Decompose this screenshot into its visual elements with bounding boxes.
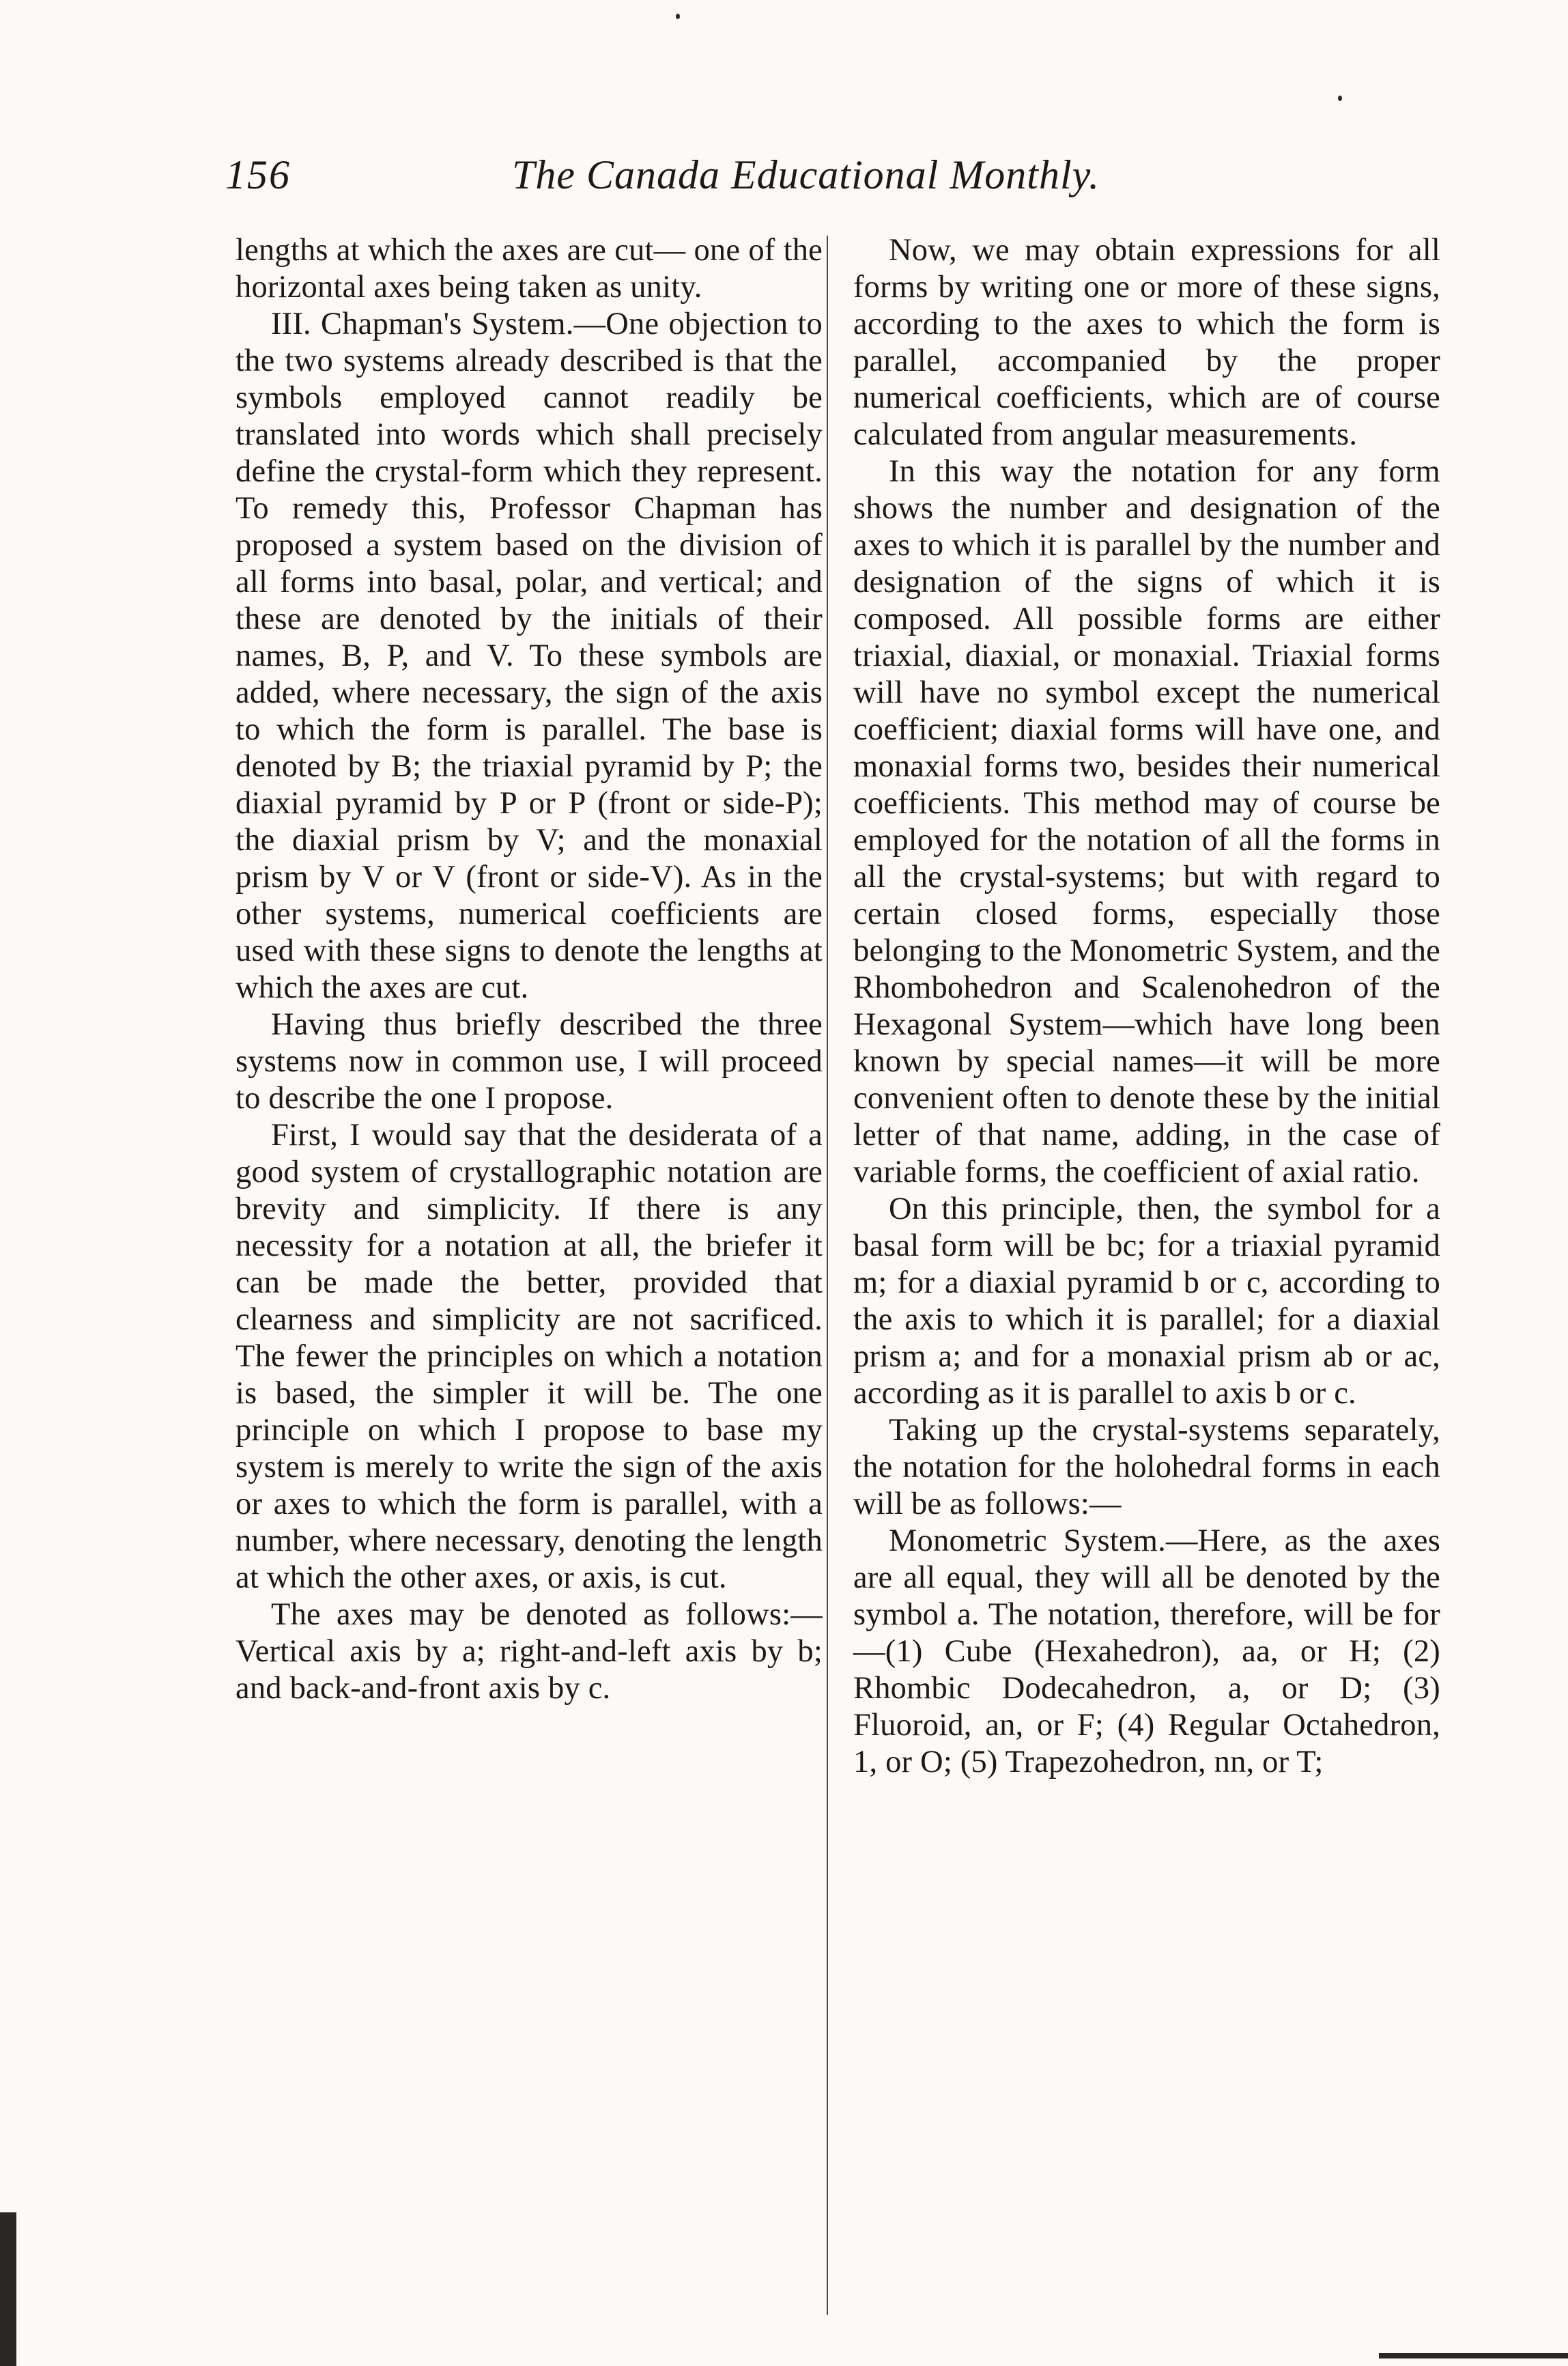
paragraph: In this way the notation for any form shows the number and designation of the axes to which it is parallel by the number and designation of the signs of which it is composed. All possible forms are either triaxial, diaxial, or monaxial. Triaxial forms will have no symbol except the numerical coefficient; diaxial forms will have one, and monaxial forms two, besides their numerical coefficients. This method may of course be employed for the notation of all the forms in all the crystal-systems; but with regard to certain closed forms, especially those belonging to the Monometric System, and the Rhombohedron and Scalenohedron of the Hexagonal System—which have long been known by special names—it will be more convenient often to denote these by the initial letter of that name, adding, in the case of variable forms, the coefficient of axial ratio. [853,454,1440,1189]
scan-speck [1338,96,1342,101]
paragraph: On this principle, then, the symbol for a basal form will be bc; for a triaxial pyramid m; for a diaxial pyramid b or c, according to the axis to which it is parallel; for a diaxial prism a; and for a monaxial prism ab or ac, according as it is parallel to axis b or c. [853,1192,1440,1411]
paragraph: Having thus briefly described the three systems now in common use, I will proceed to describe the one I propose. [236,1007,823,1116]
paragraph: III. Chapman's System.—One objection to the two systems already described is that the symbols employed cannot readily be translated into words which shall precisely define the crystal-form which they represent. To remedy this, Professor Chapman has proposed a system based on the division of all forms into basal, polar, and vertical; and these are denoted by the initials of their names, B, P, and V. To these symbols are added, where necessary, the sign of the axis to which the form is parallel. The base is denoted by B; the triaxial pyramid by P; the diaxial pyramid by P or P (front or side-P); the diaxial prism by V; and the monaxial prism by V or V (front or side-V). As in the other systems, numerical coefficients are used with these signs to denote the lengths at which the axes are cut. [236,307,823,1005]
page-number: 156 [225,152,291,197]
paragraph: Taking up the crystal-systems separately, the notation for the holohedral forms in each will be as follows:— [853,1413,1440,1521]
column-divider [827,236,828,2315]
paragraph: lengths at which the axes are cut— one of the horizontal axes being taken as unity. [236,233,823,305]
scan-speck [676,14,680,19]
page-header [225,152,1154,206]
left-column [236,232,823,1707]
scan-corner-mark [1379,2353,1568,2358]
paragraph: Now, we may obtain expressions for all forms by writing one or more of these signs, according to the axes to which the form is parallel, accompanied by the proper numerical coefficients, which are of course calculated from angular measurements. [853,233,1440,452]
running-title: The Canada Educational Monthly. [512,152,1100,197]
scan-edge-mark [0,2212,16,2366]
paragraph: Monometric System.—Here, as the axes are all equal, they will all be denoted by the symbol a. The notation, therefore, will be for—(1) Cube (Hexahedron), aa, or H; (2) Rhombic Dodecahedron, a, or D; (3) Fluoroid, an, or F; (4) Regular Octahedron, 1, or O; (5) Trapezohedron, nn, or T; [853,1523,1440,1779]
paragraph: The axes may be denoted as follows:—Vertical axis by a; right-and-left axis by b; and back-and-front axis by c. [236,1597,823,1706]
paragraph: First, I would say that the desiderata of a good system of crystallographic notation are brevity and simplicity. If there is any necessity for a notation at all, the briefer it can be made the better, provided that clearness and simplicity are not sacrificed. The fewer the principles on which a notation is based, the simpler it will be. The one principle on which I propose to base my system is merely to write the sign of the axis or axes to which the form is parallel, with a number, where necessary, denoting the length at which the other axes, or axis, is cut. [236,1118,823,1595]
right-column [853,232,1440,1781]
